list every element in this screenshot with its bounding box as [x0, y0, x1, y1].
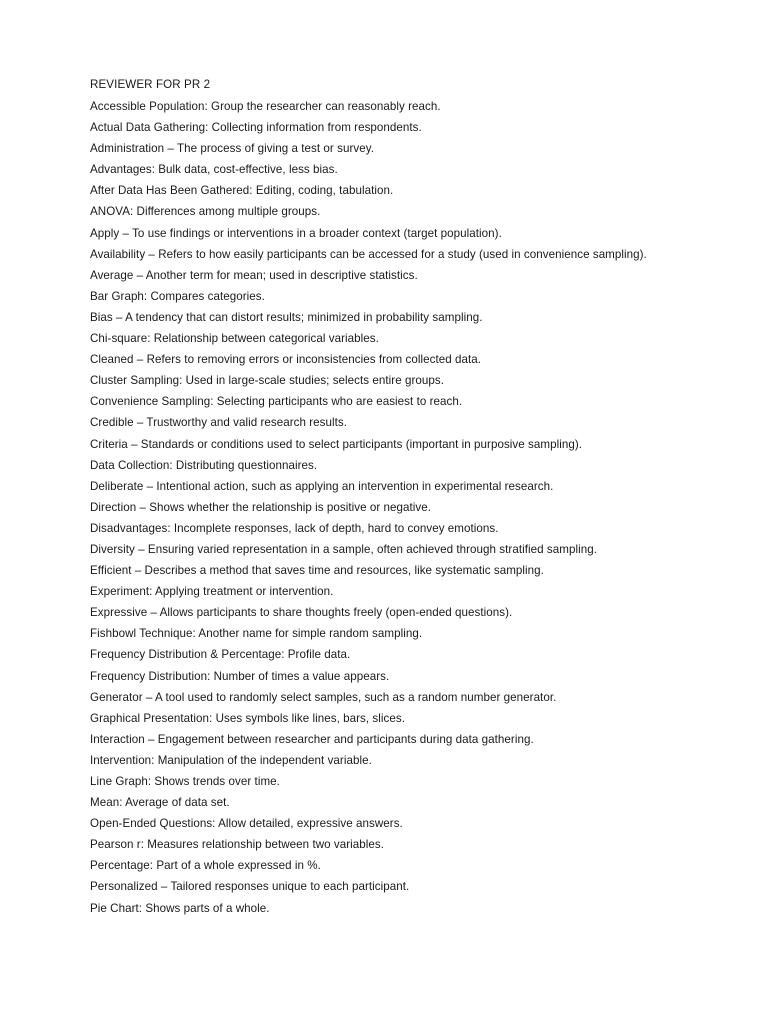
glossary-entry: Personalized – Tailored responses unique to each participant.	[90, 880, 410, 894]
glossary-entry: Average – Another term for mean; used in descriptive statistics.	[90, 268, 418, 282]
document-title: REVIEWER FOR PR 2	[90, 78, 211, 91]
glossary-entry: ANOVA: Differences among multiple groups.	[90, 205, 321, 219]
glossary-entry: Open-Ended Questions: Allow detailed, expressive answers.	[90, 817, 403, 831]
glossary-entry: Expressive – Allows participants to share thoughts freely (open-ended questions).	[90, 606, 513, 620]
glossary-entry: Credible – Trustworthy and valid research results.	[90, 416, 348, 430]
glossary-entry: Accessible Population: Group the researcher can reasonably reach.	[90, 100, 441, 113]
glossary-entry: Criteria – Standards or conditions used to select participants (important in purposive sampling).	[90, 437, 583, 451]
glossary-entry: Actual Data Gathering: Collecting information from respondents.	[90, 121, 422, 135]
glossary-entry: Intervention: Manipulation of the independent variable.	[90, 753, 372, 767]
glossary-entry: Bar Graph: Compares categories.	[90, 289, 265, 303]
glossary-entry: Apply – To use findings or interventions in a broader context (target population).	[90, 226, 502, 240]
glossary-entry: Availability – Refers to how easily participants can be accessed for a study (used in convenience sampling).	[90, 247, 647, 261]
glossary-entry: Diversity – Ensuring varied representation in a sample, often achieved through stratified sampling.	[90, 542, 597, 556]
glossary-entry: Advantages: Bulk data, cost-effective, less bias.	[90, 163, 338, 177]
glossary-entry: Deliberate – Intentional action, such as applying an intervention in experimental research.	[90, 479, 554, 493]
glossary-entry: Experiment: Applying treatment or intervention.	[90, 585, 334, 599]
glossary-entry: Interaction – Engagement between researcher and participants during data gathering.	[90, 732, 534, 746]
glossary-entry: Cluster Sampling: Used in large-scale studies; selects entire groups.	[90, 374, 445, 388]
glossary-entry: Fishbowl Technique: Another name for simple random sampling.	[90, 627, 423, 641]
glossary-entry: Administration – The process of giving a test or survey.	[90, 142, 374, 156]
glossary-entry: Convenience Sampling: Selecting participants who are easiest to reach.	[90, 395, 463, 409]
glossary-entry: Frequency Distribution: Number of times a value appears.	[90, 669, 390, 683]
glossary-entry: Frequency Distribution & Percentage: Profile data.	[90, 648, 351, 662]
glossary-entry: Line Graph: Shows trends over time.	[90, 775, 280, 788]
glossary-entry: Pie Chart: Shows parts of a whole.	[90, 901, 270, 915]
glossary-entry: Bias – A tendency that can distort results; minimized in probability sampling.	[90, 310, 483, 324]
glossary-entry: Data Collection: Distributing questionnaires.	[90, 458, 318, 472]
glossary-entry: Generator – A tool used to randomly select samples, such as a random number generator.	[90, 690, 557, 704]
glossary-list	[90, 100, 690, 915]
glossary-entry: Graphical Presentation: Uses symbols like lines, bars, slices.	[90, 711, 405, 725]
glossary-entry: Mean: Average of data set.	[90, 796, 230, 810]
glossary-entry: Disadvantages: Incomplete responses, lack of depth, hard to convey emotions.	[90, 521, 499, 535]
glossary-entry: Direction – Shows whether the relationship is positive or negative.	[90, 500, 432, 514]
document-page	[90, 78, 690, 923]
glossary-entry: Chi-square: Relationship between categorical variables.	[90, 332, 379, 346]
glossary-entry: After Data Has Been Gathered: Editing, coding, tabulation.	[90, 184, 394, 198]
glossary-entry: Percentage: Part of a whole expressed in %.	[90, 859, 321, 873]
glossary-entry: Pearson r: Measures relationship between two variables.	[90, 838, 385, 852]
glossary-entry: Cleaned – Refers to removing errors or inconsistencies from collected data.	[90, 353, 482, 367]
glossary-entry: Efficient – Describes a method that saves time and resources, like systematic sampling.	[90, 564, 544, 578]
